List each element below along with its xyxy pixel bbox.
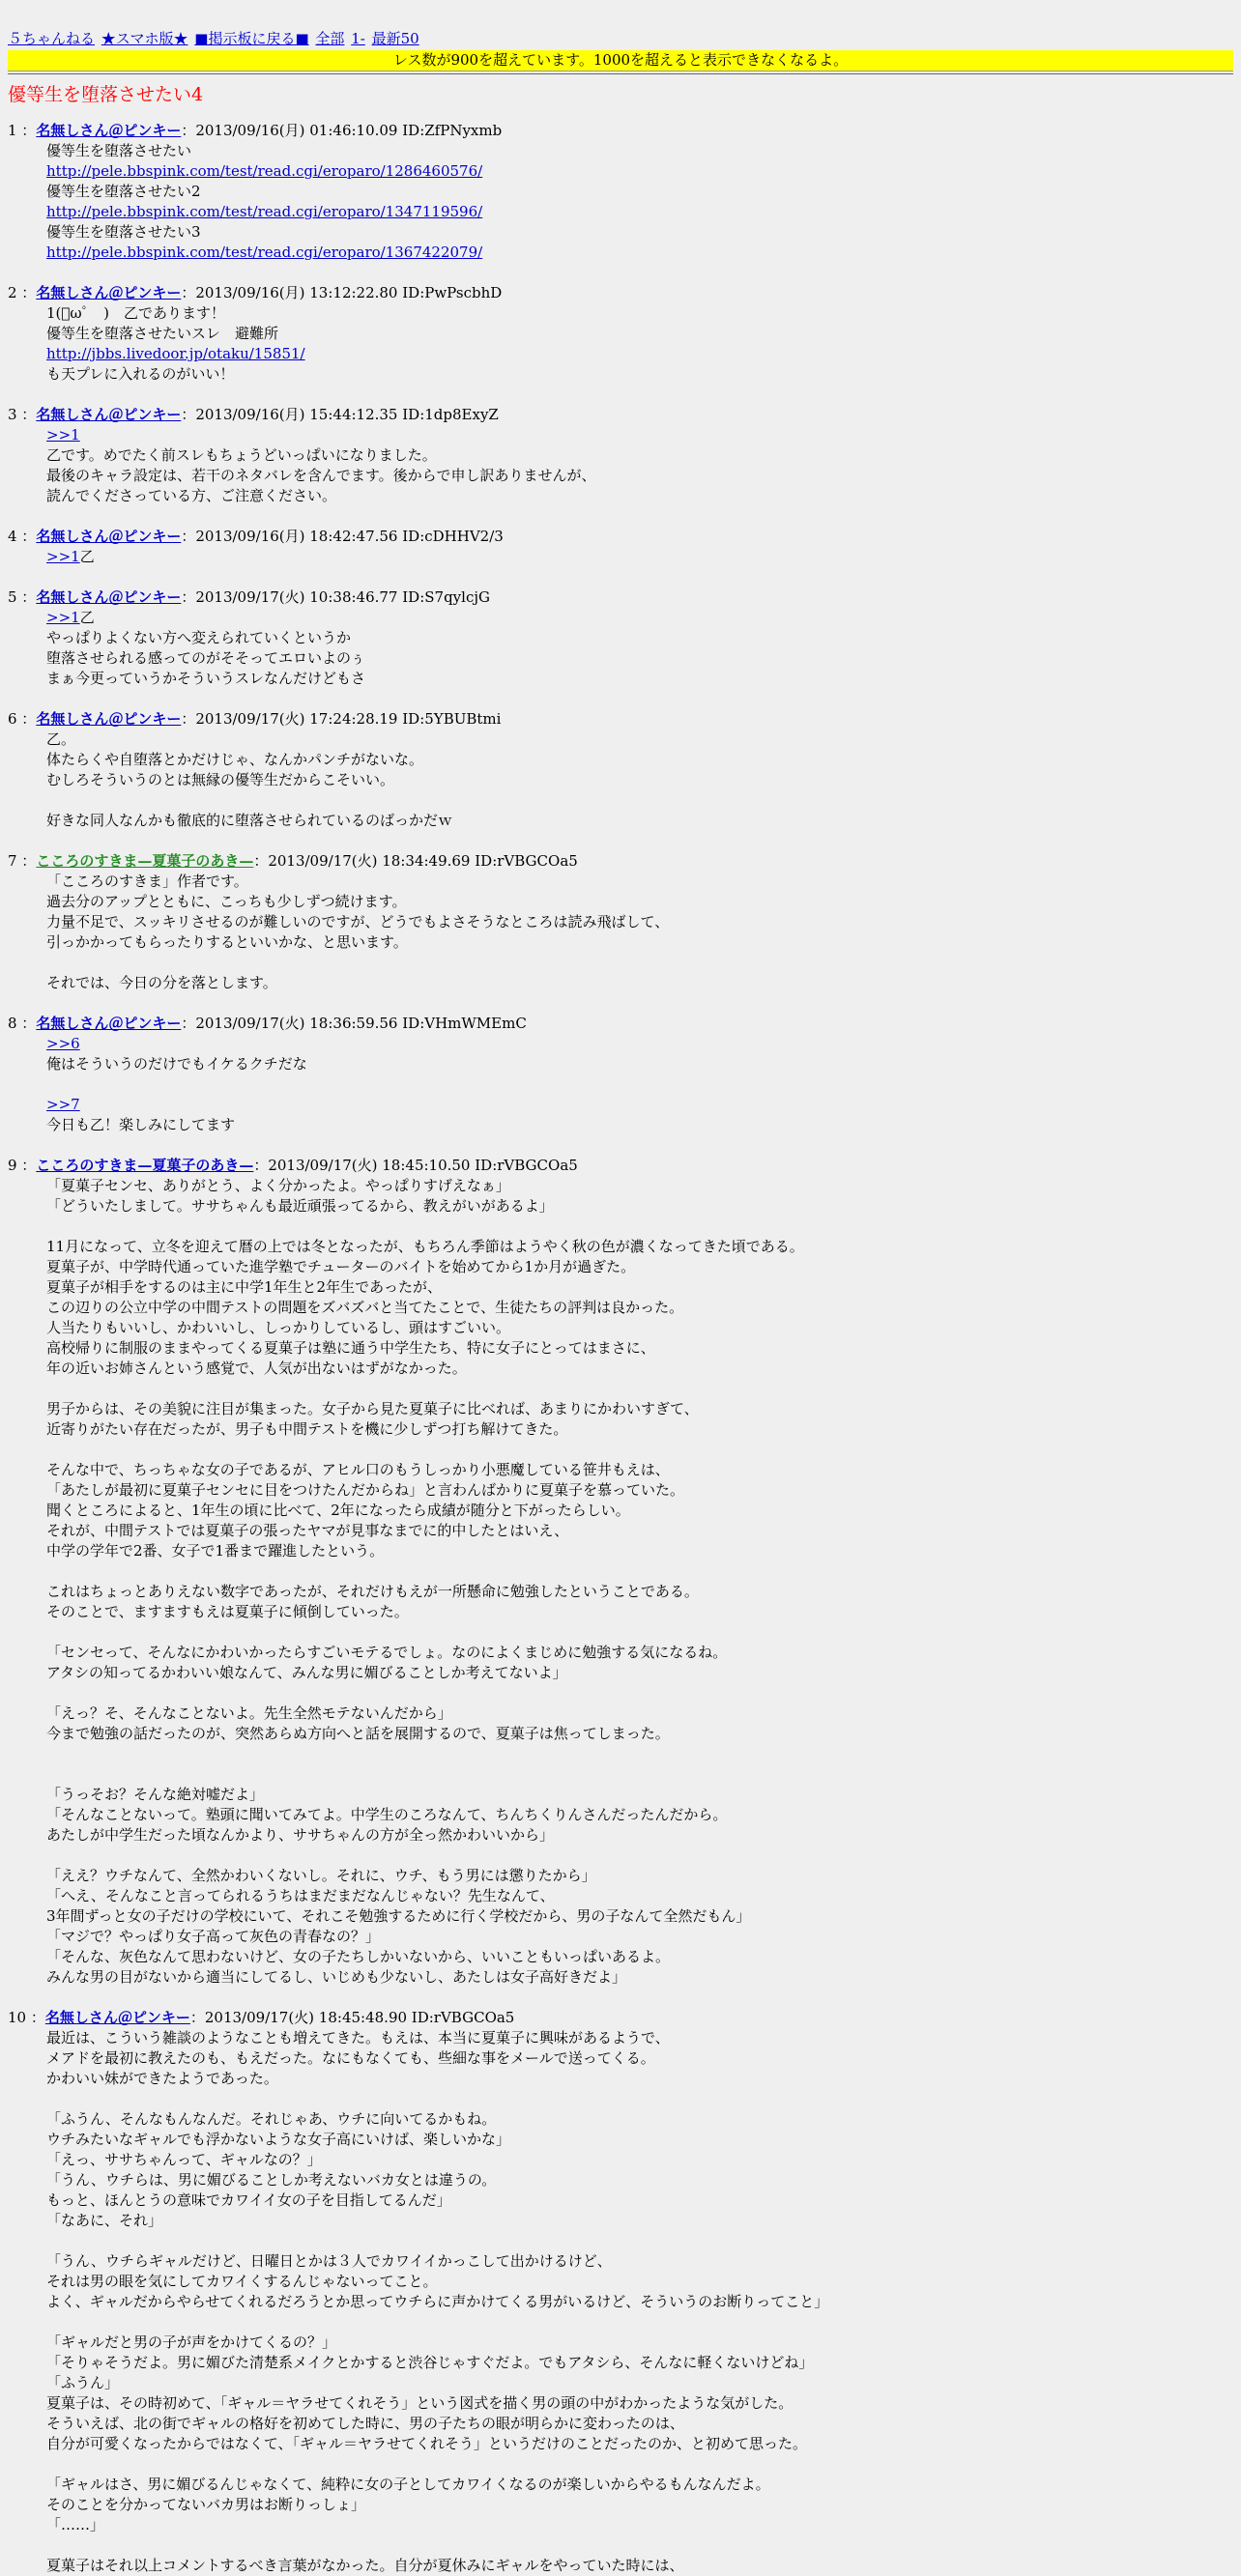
post-line: そのことを分かってないバカ男はお断りっしょ」 [46,2496,366,2513]
post-line: それは男の眼を気にしてカワイくするんじゃないってこと。 [46,2273,438,2290]
post-line: 夏菓子が、中学時代通っていた進学塾でチューターのバイトを始めてから1か月が過ぎた。 [46,1258,636,1275]
link-home[interactable]: ５ちゃんねる [8,30,96,47]
post-7 [8,851,1233,993]
post-line [46,161,1233,182]
post-line [46,425,1233,445]
post-body [46,547,1233,567]
post-line: 堕落させられる感ってのがそそってエロいよのぅ [46,649,365,667]
post-line [46,344,1233,364]
post-line: 優等生を堕落させたい3 [46,223,201,241]
post-number: 3 ： [8,406,37,423]
post-meta: ：2013/09/16(月) 01:46:10.09 ID:ZfPNyxmb [181,122,503,139]
link-latest[interactable]: 最新50 [371,30,419,47]
post-number: 6 ： [8,710,37,728]
post-body [46,1034,1233,1135]
post-line: 「うっそお？そんな絶対嘘だよ」 [46,1786,265,1803]
post-line [46,1034,1233,1054]
post-line: 最近は、こういう雑談のようなことも増えてきた。もえは、本当に夏菓子に興味があるようで、 [46,2029,670,2046]
post-body [46,872,1233,993]
post-line: 近寄りがたい存在だったが、男子も中間テストを機に少しずつ打ち解けてきた。 [46,1420,568,1438]
reply-anchor-link[interactable]: >>1 [46,426,80,444]
post-line: 「うん、ウチらギャルだけど、日曜日とかは３人でカワイイかっこして出かけるけど、 [46,2252,612,2270]
post-line: ウチみたいなギャルでも浮かないような女子高にいけば、楽しいかな」 [46,2131,511,2148]
post-line: 「なあに、それ」 [46,2212,163,2229]
poster-name[interactable]: 名無しさん＠ピンキー [44,2009,190,2026]
post-line: 「マジで？やっぱり女子高って灰色の青春なの？」 [46,1928,381,1945]
post-line [46,2089,1233,2109]
link-range[interactable]: 1- [351,30,365,47]
post-meta: ：2013/09/17(火) 10:38:46.77 ID:S7qylcjG [181,588,490,606]
post-line: 年の近いお姉さんという感覚で、人気が出ないはずがなかった。 [46,1360,467,1377]
post-line: もっと、ほんとうの意味でカワイイ女の子を目指してるんだ」 [46,2191,451,2209]
poster-name[interactable]: 名無しさん＠ピンキー [36,588,182,606]
post-line: 好きな同人なんかも徹底的に堕落させられているのばっかだｗ [46,812,453,829]
post-line [46,1846,1233,1866]
poster-name[interactable]: こころのすきま—夏菓子のあき— [36,1157,254,1174]
url-link[interactable]: http://pele.bbspink.com/test/read.cgi/eroparo/1367422079/ [46,243,483,261]
post-line [46,1074,1233,1095]
post-5 [8,587,1233,689]
post-meta: ：2013/09/17(火) 17:24:28.19 ID:5YBUBtmi [181,710,502,728]
post-4 [8,527,1233,567]
post-number: 9 ： [8,1157,37,1174]
post-header [8,283,1233,303]
post-meta: ：2013/09/17(火) 18:45:10.50 ID:rVBGCOa5 [253,1157,578,1174]
post-header [8,709,1233,730]
post-line: 「ええ？ウチなんて、全然かわいくないし。それに、ウチ、もう男には懲りたから」 [46,1867,596,1884]
post-number: 4 ： [8,528,37,545]
post-line [46,2535,1233,2556]
poster-name[interactable]: 名無しさん＠ピンキー [36,1015,182,1032]
post-line: 夏菓子が相手をするのは主に中学1年生と2年生であったが、 [46,1278,442,1296]
post-line: 「へえ、そんなこと言ってられるうちはまだまだなんじゃない？先生なんて、 [46,1887,555,1904]
post-line [46,1764,1233,1785]
divider [8,73,1233,74]
post-line [46,1440,1233,1460]
poster-name[interactable]: 名無しさん＠ピンキー [36,284,182,301]
post-number: 1 ： [8,122,37,139]
post-line: メアドを最初に教えたのも、もえだった。なにもなくても、些細な事をメールで送ってくる。 [46,2049,655,2067]
poster-name[interactable]: 名無しさん＠ピンキー [36,122,182,139]
link-board[interactable]: ■掲示板に戻る■ [194,30,309,47]
post-3 [8,405,1233,506]
top-menu [8,29,1233,49]
post-line: 乙です。めでたく前スレもちょうどいっぱいになりました。 [46,446,437,464]
post-line: 「うん、ウチらは、男に媚びることしか考えないバカ女とは違うの。 [46,2171,497,2189]
post-line: 「あたしが最初に夏菓子センセに目をつけたんだからね」と言わんばかりに夏菓子を慕っていた。 [46,1481,685,1499]
post-line: この辺りの公立中学の中間テストの問題をズバズバと当てたことで、生徒たちの評判は良かった。 [46,1299,684,1316]
post-line [46,608,1233,628]
post-number: 5 ： [8,588,37,606]
post-line: 力量不足で、スッキリさせるのが難しいのですが、どうでもよさそうなところは読み飛ばして、 [46,913,670,930]
post-header [8,1014,1233,1034]
post-header [8,2008,1233,2028]
post-line [46,790,1233,811]
post-line: 今まで勉強の話だったのが、突然あらぬ方向へと話を展開するので、夏菓子は焦ってしまった。 [46,1725,670,1742]
post-line: 「こころのすきま」作者です。 [46,873,248,890]
post-text: 乙 [79,548,95,565]
post-line: やっぱりよくない方へ変えられていくというか [46,629,352,646]
post-line: 「そんなことないって。塾頭に聞いてみてよ。中学生のころなんて、ちんちくりんさんだったんだから。 [46,1806,728,1823]
post-meta: ：2013/09/17(火) 18:36:59.56 ID:VHmWMEmC [181,1015,527,1032]
post-header [8,851,1233,872]
post-line: むしろそういうのとは無縁の優等生だからこそいい。 [46,771,395,788]
post-line: 乙。 [46,730,76,748]
post-8 [8,1014,1233,1135]
post-line [46,2454,1233,2475]
reply-anchor-link[interactable]: >>1 [46,548,80,565]
post-line: みんな男の目がないから適当にしてるし、いじめも少ないし、あたしは女子高好きだよ」 [46,1968,627,1986]
post-line: 「えっ？そ、そんなことないよ。先生全然モテないんだから」 [46,1704,452,1722]
post-line [46,953,1233,973]
post-line [46,1095,1233,1115]
post-line: よく、ギャルだからやらせてくれるだろうとか思ってウチらに声かけてくる男がいるけど、そういうのお断りってこと」 [46,2293,829,2310]
post-list [8,121,1233,2576]
post-line: 俺はそういうのだけでもイケるクチだな [46,1055,307,1073]
post-line: 「……」 [46,2516,105,2533]
post-line: 「そりゃそうだよ。男に媚びた清楚系メイクとかすると渋谷じゃすぐだよ。でもアタシら、そんなに軽くないけどね」 [46,2354,814,2371]
post-line: これはちょっとありえない数字であったが、それだけもえが一所懸命に勉強したということである。 [46,1583,699,1600]
post-line [46,1744,1233,1764]
post-line: 男子からは、その美貌に注目が集まった。女子から見た夏菓子に比べれば、あまりにかわいすぎて、 [46,1400,699,1417]
post-line: あたしが中学生だった頃なんかより、ササちゃんの方が全っ然かわいいから」 [46,1826,555,1844]
post-meta: ：2013/09/17(火) 18:34:49.69 ID:rVBGCOa5 [253,852,578,870]
post-line: 夏菓子はそれ以上コメントするべき言葉がなかった。自分が夏休みにギャルをやっていた時には、 [46,2557,684,2574]
post-meta: ：2013/09/16(月) 13:12:22.80 ID:PwPscbhD [181,284,503,301]
post-9 [8,1156,1233,1988]
post-line: そんな中で、ちっちゃな女の子であるが、アヒル口のもうしっかり小悪魔している笹井もえは、 [46,1461,670,1478]
poster-name[interactable]: 名無しさん＠ピンキー [36,406,182,423]
post-body [46,1176,1233,1988]
reply-anchor-link[interactable]: >>6 [46,1035,80,1052]
post-header [8,405,1233,425]
post-body [46,608,1233,689]
post-line: 自分が可愛くなったからではなくて、「ギャル＝ヤラせてくれそう」というだけのことだったのか、と初めて思った。 [46,2435,808,2452]
post-text: 乙 [79,609,95,626]
post-body [46,303,1233,385]
post-line: アタシの知ってるかわいい娘なんて、みんな男に媚びることしか考えてないよ」 [46,1664,567,1681]
post-line: それが、中間テストでは夏菓子の張ったヤマが見事なまでに的中したとはいえ、 [46,1522,569,1539]
post-line: そのことで、ますますもえは夏菓子に傾倒していった。 [46,1603,409,1620]
post-line: 引っかかってもらったりするといいかな、と思います。 [46,933,408,951]
poster-name[interactable]: 名無しさん＠ピンキー [36,710,182,728]
post-line: かわいい妹ができたようであった。 [46,2070,278,2087]
poster-name[interactable]: 名無しさん＠ピンキー [36,528,182,545]
post-line: 最後のキャラ設定は、若干のネタバレを含んでます。後からで申し訳ありませんが、 [46,467,596,484]
post-header [8,121,1233,141]
post-line [46,1561,1233,1582]
post-line: 「ふうん、そんなもんなんだ。それじゃあ、ウチに向いてるかもね。 [46,2110,497,2128]
url-link[interactable]: http://pele.bbspink.com/test/read.cgi/eroparo/1347119596/ [46,203,483,220]
post-line: 「センセって、そんなにかわいかったらすごいモテるでしょ。なのによくまじめに勉強する気になるね。 [46,1644,728,1661]
post-line: 「そんな、灰色なんて思わないけど、女の子たちしかいないから、いいこともいっぱいあるよ。 [46,1948,671,1965]
post-line: 「ギャルはさ、男に媚びるんじゃなくて、純粋に女の子としてカワイくなるのが楽しいからやるもんなんだよ。 [46,2476,770,2493]
post-number: 7 ： [8,852,37,870]
post-line: 優等生を堕落させたい2 [46,183,201,200]
url-link[interactable]: http://pele.bbspink.com/test/read.cgi/eroparo/1286460576/ [46,162,483,180]
post-line: 1(ﾟωﾟ ) 乙であります！ [46,304,225,322]
post-number: 8 ： [8,1015,37,1032]
post-line: も天プレに入れるのがいい！ [46,365,235,383]
post-line [46,2231,1233,2251]
post-line: 「夏菓子センセ、ありがとう、よく分かったよ。やっぱりすげえなぁ」 [46,1177,510,1194]
post-line: 過去分のアップとともに、こっちも少しずつ続けます。 [46,893,407,910]
post-line [46,202,1233,222]
post-line: 今日も乙！楽しみにしてます [46,1116,236,1133]
post-line: 人当たりもいいし、かわいいし、しっかりしているし、頭はすごいい。 [46,1319,511,1336]
post-line [46,1622,1233,1643]
post-line [46,243,1233,263]
thread-title: 優等生を堕落させたい4 [8,84,204,105]
post-line: 高校帰りに制服のままやってくる夏菓子は塾に通う中学生たち、特に女子にとってはまさに、 [46,1339,655,1357]
post-header [8,587,1233,608]
post-line: それでは、今日の分を落とします。 [46,974,277,991]
post-6 [8,709,1233,831]
post-line: そういえば、北の街でギャルの格好を初めてした時に、男の子たちの眼が明らかに変わったのは、 [46,2415,684,2432]
post-header [8,527,1233,547]
post-1 [8,121,1233,263]
warning-banner: レス数が900を超えています。1000を超えると表示できなくなるよ。 [8,50,1233,72]
post-meta: ：2013/09/16(月) 18:42:47.56 ID:cDHHV2/3 [181,528,504,545]
post-line [46,1216,1233,1237]
post-line: 「ギャルだと男の子が声をかけてくるの？」 [46,2333,337,2351]
post-10 [8,2008,1233,2576]
reply-anchor-link[interactable]: >>1 [46,609,80,626]
post-number: 2 ： [8,284,37,301]
post-header [8,1156,1233,1176]
post-2 [8,283,1233,385]
post-line: 「えっ、ササちゃんって、ギャルなの？」 [46,2151,322,2168]
post-body [46,141,1233,263]
post-line: 体たらくや自堕落とかだけじゃ、なんかパンチがないな。 [46,751,424,768]
post-line: 夏菓子は、その時初めて、「ギャル＝ヤラせてくれそう」という図式を描く男の頭の中がわかったような気がした。 [46,2394,794,2412]
post-line: まぁ今更っていうかそういうスレなんだけどもさ [46,670,366,687]
post-meta: ：2013/09/17(火) 18:45:48.90 ID:rVBGCOa5 [189,2009,515,2026]
post-line: 優等生を堕落させたいスレ 避難所 [46,325,279,342]
post-body [46,425,1233,506]
reply-anchor-link[interactable]: >>7 [46,1096,80,1113]
link-all[interactable]: 全部 [315,30,345,47]
post-line [46,547,1233,567]
link-smartphone[interactable]: ★スマホ版★ [101,30,188,47]
poster-name[interactable]: こころのすきま—夏菓子のあき— [36,852,254,870]
post-line: 聞くところによると、1年生の頃に比べて、2年になったら成績が随分と下がったらしい。 [46,1502,630,1519]
post-body [46,730,1233,831]
post-line: 優等生を堕落させたい [46,142,192,159]
post-line: 読んでくださっている方、ご注意ください。 [46,487,337,504]
post-line: 「どういたしまして。ササちゃんも最近頑張ってるから、教えがいがあるよ」 [46,1197,554,1215]
post-number: 10 ： [8,2009,45,2026]
post-line: 11月になって、立冬を迎えて暦の上では冬となったが、もちろん季節はようやく秋の色が濃くなってきた頃である。 [46,1238,804,1255]
post-line [46,1379,1233,1399]
url-link[interactable]: http://jbbs.livedoor.jp/otaku/15851/ [46,345,305,362]
post-line [46,1683,1233,1703]
post-line: 3年間ずっと女の子だけの学校にいて、それこそ勉強するために行く学校だから、男の子なんて全然だもん」 [46,1907,751,1925]
post-body [46,2028,1233,2576]
post-line: 「ふうん」 [46,2374,120,2391]
post-line [46,2312,1233,2333]
post-meta: ：2013/09/16(月) 15:44:12.35 ID:1dp8ExyZ [181,406,499,423]
post-line: 中学の学年で2番、女子で1番まで躍進したという。 [46,1542,385,1560]
